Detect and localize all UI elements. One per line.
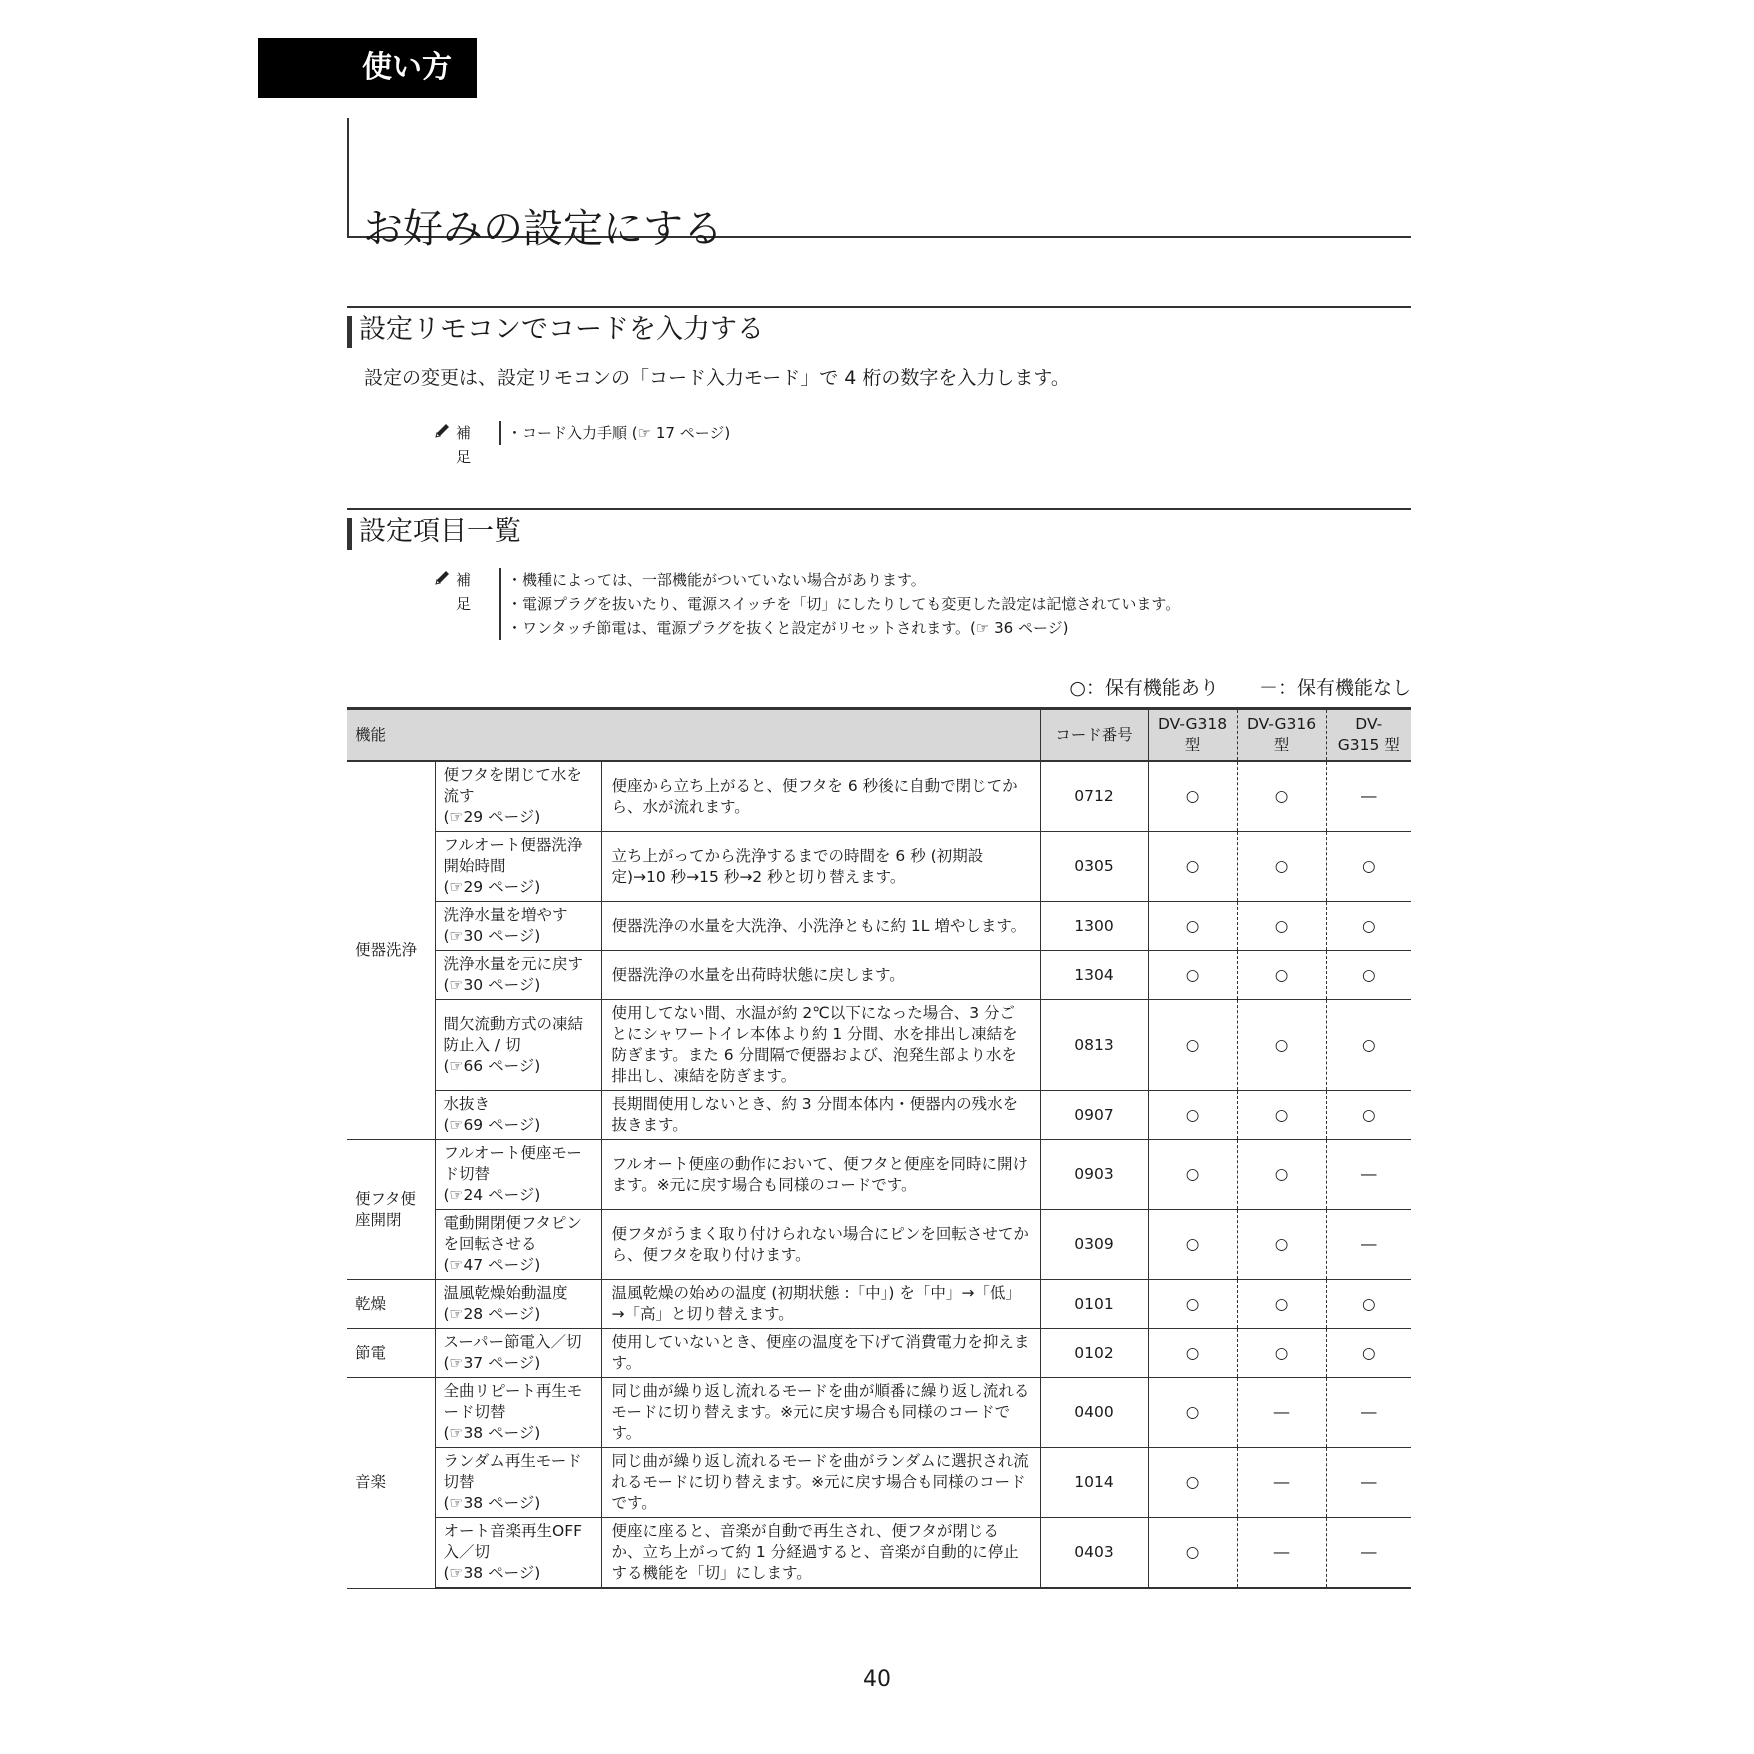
note-label: 補足 <box>456 424 472 466</box>
availability-mark: ― <box>1237 1518 1326 1589</box>
description-cell: 長期間使用しないとき、約 3 分間本体内・便器内の残水を抜きます。 <box>601 1091 1040 1140</box>
table-row <box>347 902 1411 951</box>
code-cell: 1014 <box>1040 1448 1148 1518</box>
function-name-cell <box>435 1091 601 1140</box>
category-cell: 節電 <box>347 1329 435 1378</box>
availability-mark: ○ <box>1148 832 1237 902</box>
category-cell: 便器洗浄 <box>347 761 435 1140</box>
function-name: 洗浄水量を元に戻す <box>443 955 584 973</box>
availability-mark: ○ <box>1148 951 1237 1000</box>
availability-mark: ○ <box>1237 1329 1326 1378</box>
page-reference: (☞30 ページ) <box>443 927 541 945</box>
header-model: DV-G318 型 <box>1148 709 1237 762</box>
page-reference: (☞69 ページ) <box>443 1116 541 1134</box>
table-row <box>347 1210 1411 1280</box>
category-cell: 乾燥 <box>347 1280 435 1329</box>
function-name: フルオート便器洗浄開始時間 <box>443 836 583 875</box>
availability-mark: ○ <box>1148 1378 1237 1448</box>
availability-mark: ○ <box>1326 1091 1411 1140</box>
availability-mark: ○ <box>1237 1091 1326 1140</box>
availability-mark: ○ <box>1148 1448 1237 1518</box>
table-header-row <box>347 709 1411 762</box>
availability-mark: ○ <box>1326 902 1411 951</box>
page-reference: (☞37 ページ) <box>443 1354 541 1372</box>
function-name-cell <box>435 832 601 902</box>
availability-mark: ○ <box>1237 902 1326 951</box>
availability-mark: ○ <box>1237 1280 1326 1329</box>
availability-mark: ― <box>1326 1518 1411 1589</box>
table-row <box>347 1329 1411 1378</box>
function-name-cell <box>435 1518 601 1589</box>
code-cell: 1304 <box>1040 951 1148 1000</box>
section-marker <box>347 316 352 348</box>
function-name-cell <box>435 1280 601 1329</box>
page-number: 40 <box>863 1667 891 1692</box>
table-row <box>347 1000 1411 1091</box>
table-row <box>347 761 1411 832</box>
category-cell: 音楽 <box>347 1378 435 1589</box>
availability-mark: ○ <box>1326 1329 1411 1378</box>
table-row <box>347 1091 1411 1140</box>
note-line: ・コード入力手順 (☞ 17 ページ) <box>507 424 731 442</box>
description-cell: 便座に座ると、音楽が自動で再生され、便フタが閉じるか、立ち上がって約 1 分経過すると、音楽が自動的に停止する機能を「切」にします。 <box>601 1518 1040 1589</box>
note-line: ・電源プラグを抜いたり、電源スイッチを「切」にしたりしても変更した設定は記憶されています。 <box>507 595 1181 613</box>
legend-available: ○：保有機能あり <box>1069 677 1219 699</box>
supplement-note <box>434 568 1181 637</box>
availability-mark: ○ <box>1148 1210 1237 1280</box>
table-row <box>347 1140 1411 1210</box>
section-settings-list <box>347 508 1411 554</box>
description-cell: 使用していないとき、便座の温度を下げて消費電力を抑えます。 <box>601 1329 1040 1378</box>
availability-mark: ○ <box>1148 1280 1237 1329</box>
code-cell: 1300 <box>1040 902 1148 951</box>
availability-mark: ― <box>1326 1210 1411 1280</box>
section-heading: 設定リモコンでコードを入力する <box>359 314 764 345</box>
note-lines <box>499 421 730 445</box>
availability-mark: ○ <box>1148 761 1237 832</box>
availability-mark: ○ <box>1148 902 1237 951</box>
description-cell: 温風乾燥の始めの温度 (初期状態 :「中」) を「中」→「低」→「高」と切り替えます。 <box>601 1280 1040 1329</box>
availability-mark: ○ <box>1148 1329 1237 1378</box>
availability-mark: ○ <box>1326 1000 1411 1091</box>
pencil-icon <box>434 568 456 593</box>
page-reference: (☞38 ページ) <box>443 1564 541 1582</box>
pencil-icon <box>434 421 456 446</box>
page-reference: (☞38 ページ) <box>443 1494 541 1512</box>
function-name-cell <box>435 951 601 1000</box>
section-heading: 設定項目一覧 <box>359 516 521 547</box>
availability-mark: ○ <box>1148 1091 1237 1140</box>
function-name: 温風乾燥始動温度 <box>443 1284 568 1302</box>
function-name: 全曲リピート再生モード切替 <box>443 1382 583 1421</box>
availability-legend <box>1069 674 1411 702</box>
description-cell: 便座から立ち上がると、便フタを 6 秒後に自動で閉じてから、水が流れます。 <box>601 761 1040 832</box>
supplement-note <box>434 421 731 466</box>
header-model: DV-G316 型 <box>1237 709 1326 762</box>
code-cell: 0102 <box>1040 1329 1148 1378</box>
table-row <box>347 1518 1411 1589</box>
availability-mark: ○ <box>1237 832 1326 902</box>
availability-mark: ○ <box>1237 1140 1326 1210</box>
table-row <box>347 832 1411 902</box>
code-cell: 0400 <box>1040 1378 1148 1448</box>
code-cell: 0712 <box>1040 761 1148 832</box>
function-name-cell <box>435 1000 601 1091</box>
availability-mark: ― <box>1237 1448 1326 1518</box>
function-name: 間欠流動方式の凍結防止入 / 切 <box>443 1014 584 1054</box>
availability-mark: ○ <box>1148 1518 1237 1589</box>
function-name-cell <box>435 1210 601 1280</box>
code-cell: 0907 <box>1040 1091 1148 1140</box>
note-label: 補足 <box>456 571 472 613</box>
availability-mark: ― <box>1326 761 1411 832</box>
availability-mark: ○ <box>1148 1140 1237 1210</box>
function-name-cell <box>435 1448 601 1518</box>
page-reference: (☞66 ページ) <box>443 1056 541 1075</box>
code-cell: 0813 <box>1040 1000 1148 1091</box>
code-cell: 0309 <box>1040 1210 1148 1280</box>
section-body-text: 設定の変更は、設定リモコンの「コード入力モード」で 4 桁の数字を入力します。 <box>364 367 1070 389</box>
table-row <box>347 1378 1411 1448</box>
availability-mark: ― <box>1237 1378 1326 1448</box>
function-name-cell <box>435 1140 601 1210</box>
availability-mark: ○ <box>1326 832 1411 902</box>
code-cell: 0903 <box>1040 1140 1148 1210</box>
section-code-input <box>347 306 1411 352</box>
availability-mark: ○ <box>1237 951 1326 1000</box>
description-cell: 立ち上がってから洗浄するまでの時間を 6 秒 (初期設定)→10 秒→15 秒→2 秒と切り替えます。 <box>601 832 1040 902</box>
page-reference: (☞30 ページ) <box>443 976 541 994</box>
description-cell: 使用してない間、水温が約 2℃以下になった場合、3 分ごとにシャワートイレ本体より約 1 分間、水を排出し凍結を防ぎます。また 6 分間隔で便器および、泡発生部より水を排出し、凍結を防ぎます。 <box>601 1000 1040 1091</box>
header-model: DV-G315 型 <box>1326 709 1411 762</box>
code-cell: 0305 <box>1040 832 1148 902</box>
availability-mark: ○ <box>1237 1210 1326 1280</box>
category-cell: 便フタ便座開閉 <box>347 1140 435 1280</box>
function-name: スーパー節電入／切 <box>443 1333 582 1351</box>
table-body <box>347 761 1411 1588</box>
table-row <box>347 1448 1411 1518</box>
legend-unavailable: －：保有機能なし <box>1258 677 1411 699</box>
note-line: ・機種によっては、一部機能がついていない場合があります。 <box>507 571 926 589</box>
description-cell: 便器洗浄の水量を出荷時状態に戻します。 <box>601 951 1040 1000</box>
page-title-block <box>347 118 1411 252</box>
page-reference: (☞28 ページ) <box>443 1305 541 1323</box>
description-cell: 便器洗浄の水量を大洗浄、小洗浄ともに約 1L 増やします。 <box>601 902 1040 951</box>
description-cell: 同じ曲が繰り返し流れるモードを曲がランダムに選択され流れるモードに切り替えます。※元に戻す場合も同様のコードです。 <box>601 1448 1040 1518</box>
function-name: ランダム再生モード切替 <box>443 1452 582 1491</box>
code-cell: 0403 <box>1040 1518 1148 1589</box>
function-name-cell <box>435 1378 601 1448</box>
section-marker <box>347 518 352 550</box>
function-name: オート音楽再生OFF 入／切 <box>443 1522 583 1561</box>
function-name-cell <box>435 1329 601 1378</box>
table-row <box>347 951 1411 1000</box>
availability-mark: ― <box>1326 1140 1411 1210</box>
function-name-cell <box>435 761 601 832</box>
availability-mark: ○ <box>1237 761 1326 832</box>
page-reference: (☞29 ページ) <box>443 878 541 896</box>
description-cell: 同じ曲が繰り返し流れるモードを曲が順番に繰り返し流れるモードに切り替えます。※元に戻す場合も同様のコードです。 <box>601 1378 1040 1448</box>
function-name-cell <box>435 902 601 951</box>
availability-mark: ○ <box>1326 1280 1411 1329</box>
note-lines <box>499 568 1180 640</box>
settings-table <box>347 707 1411 1589</box>
description-cell: フルオート便座の動作において、便フタと便座を同時に開けます。※元に戻す場合も同様のコードです。 <box>601 1140 1040 1210</box>
function-name: フルオート便座モード切替 <box>443 1144 582 1183</box>
page-reference: (☞38 ページ) <box>443 1424 541 1442</box>
availability-mark: ○ <box>1237 1000 1326 1091</box>
header-code: コード番号 <box>1040 709 1148 762</box>
page-title: お好みの設定にする <box>363 205 723 252</box>
function-name: 水抜き <box>443 1095 491 1113</box>
page-reference: (☞47 ページ) <box>443 1256 541 1274</box>
function-name: 電動開閉便フタピンを回転させる <box>443 1214 582 1253</box>
code-cell: 0101 <box>1040 1280 1148 1329</box>
availability-mark: ― <box>1326 1448 1411 1518</box>
chapter-tab: 使い方 <box>258 38 477 98</box>
function-name: 便フタを閉じて水を流す <box>443 766 582 805</box>
availability-mark: ― <box>1326 1378 1411 1448</box>
header-function: 機能 <box>347 709 1040 762</box>
page-reference: (☞24 ページ) <box>443 1186 541 1204</box>
page-reference: (☞29 ページ) <box>443 808 541 826</box>
function-name: 洗浄水量を増やす <box>443 906 568 924</box>
description-cell: 便フタがうまく取り付けられない場合にピンを回転させてから、便フタを取り付けます。 <box>601 1210 1040 1280</box>
table-row <box>347 1280 1411 1329</box>
availability-mark: ○ <box>1326 951 1411 1000</box>
availability-mark: ○ <box>1148 1000 1237 1091</box>
note-line: ・ワンタッチ節電は、電源プラグを抜くと設定がリセットされます。(☞ 36 ページ) <box>507 619 1069 637</box>
